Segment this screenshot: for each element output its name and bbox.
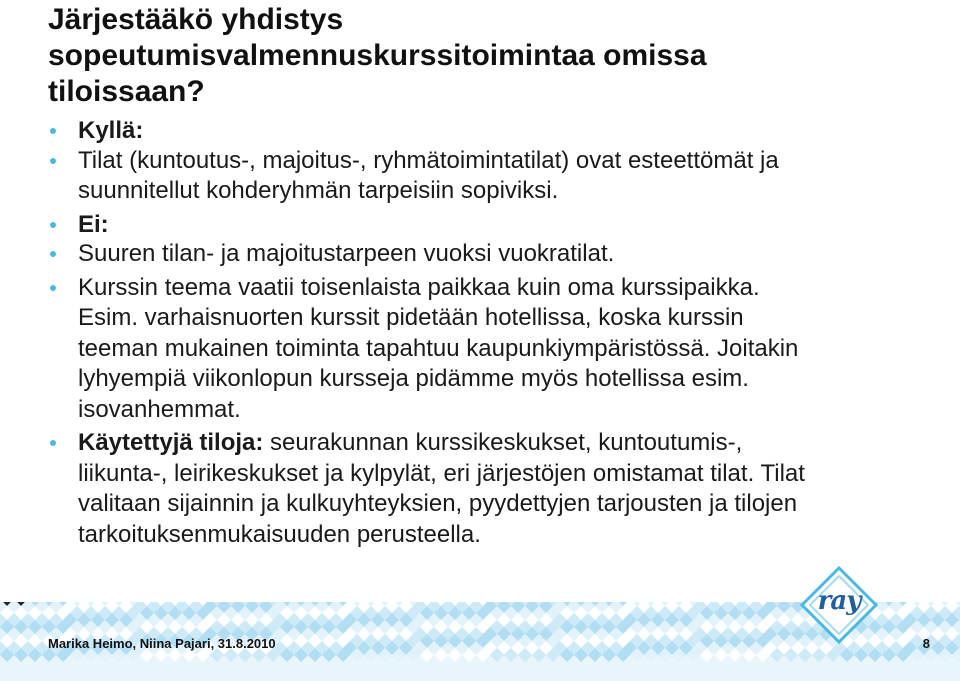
title-line: sopeutumisvalmennuskurssitoimintaa omissa — [48, 39, 707, 72]
bullet-list — [0, 116, 960, 553]
footer-authors: Marika Heimo, Niina Pajari, 31.8.2010 — [48, 636, 276, 651]
bullet-dot-icon — [50, 158, 56, 164]
bullet-heading: Ei: — [78, 210, 109, 238]
page-number: 8 — [922, 636, 930, 651]
bullet-line: Esim. varhaisnuorten kurssit pidetään hotellissa, koska kurssin — [78, 304, 744, 331]
bullet-facilities — [0, 146, 960, 207]
bullet-line-rest: seurakunnan kurssikeskukset, kuntoutumis-, — [263, 429, 743, 456]
bullet-yes — [0, 116, 960, 147]
bullet-used-venues — [0, 428, 960, 550]
bullet-line: Kurssin teema vaatii toisenlaista paikkaa kuin oma kurssipaikka. — [78, 273, 760, 301]
title-line: Järjestääkö yhdistys — [48, 3, 344, 36]
bullet-dot-icon — [50, 222, 56, 228]
bullet-theme — [0, 273, 960, 426]
bullet-dot-icon — [50, 251, 56, 257]
bullet-line: tarkoituksenmukaisuuden perusteella. — [78, 520, 481, 548]
bullet-heading: Käytettyjä tiloja: — [78, 429, 264, 456]
title-line: tiloissaan? — [48, 75, 205, 108]
bullet-line-first — [78, 428, 900, 459]
bullet-rented — [0, 239, 960, 270]
slide-title — [48, 2, 908, 110]
ray-logo-text: ray — [817, 586, 861, 616]
bullet-line: liikunta-, leirikeskukset ja kylpylät, eri järjestöjen omistamat tilat. Tilat — [78, 459, 805, 487]
bullet-line: suunnitellut kohderyhmän tarpeisiin sopiviksi. — [78, 177, 559, 204]
bullet-line: Tilat (kuntoutus-, majoitus-, ryhmätoimintatilat) ovat esteettömät ja — [78, 146, 779, 174]
bullet-dot-icon — [50, 440, 56, 446]
bullet-line: teeman mukainen toiminta tapahtuu kaupunkiympäristössä. Joitakin — [78, 334, 799, 362]
bullet-line: valitaan sijainnin ja kulkuyhteyksien, pyydettyjen tarjousten ja tilojen — [78, 490, 798, 517]
bullet-line: Suuren tilan- ja majoitustarpeen vuoksi vuokratilat. — [78, 240, 615, 267]
bullet-dot-icon — [50, 128, 56, 134]
bullet-no — [0, 210, 960, 241]
bullet-line: isovanhemmat. — [78, 395, 241, 423]
bullet-line: lyhyempiä viikonlopun kursseja pidämme myös hotellissa esim. — [78, 365, 749, 392]
bullet-heading: Kyllä: — [78, 117, 144, 144]
bullet-dot-icon — [50, 285, 56, 291]
